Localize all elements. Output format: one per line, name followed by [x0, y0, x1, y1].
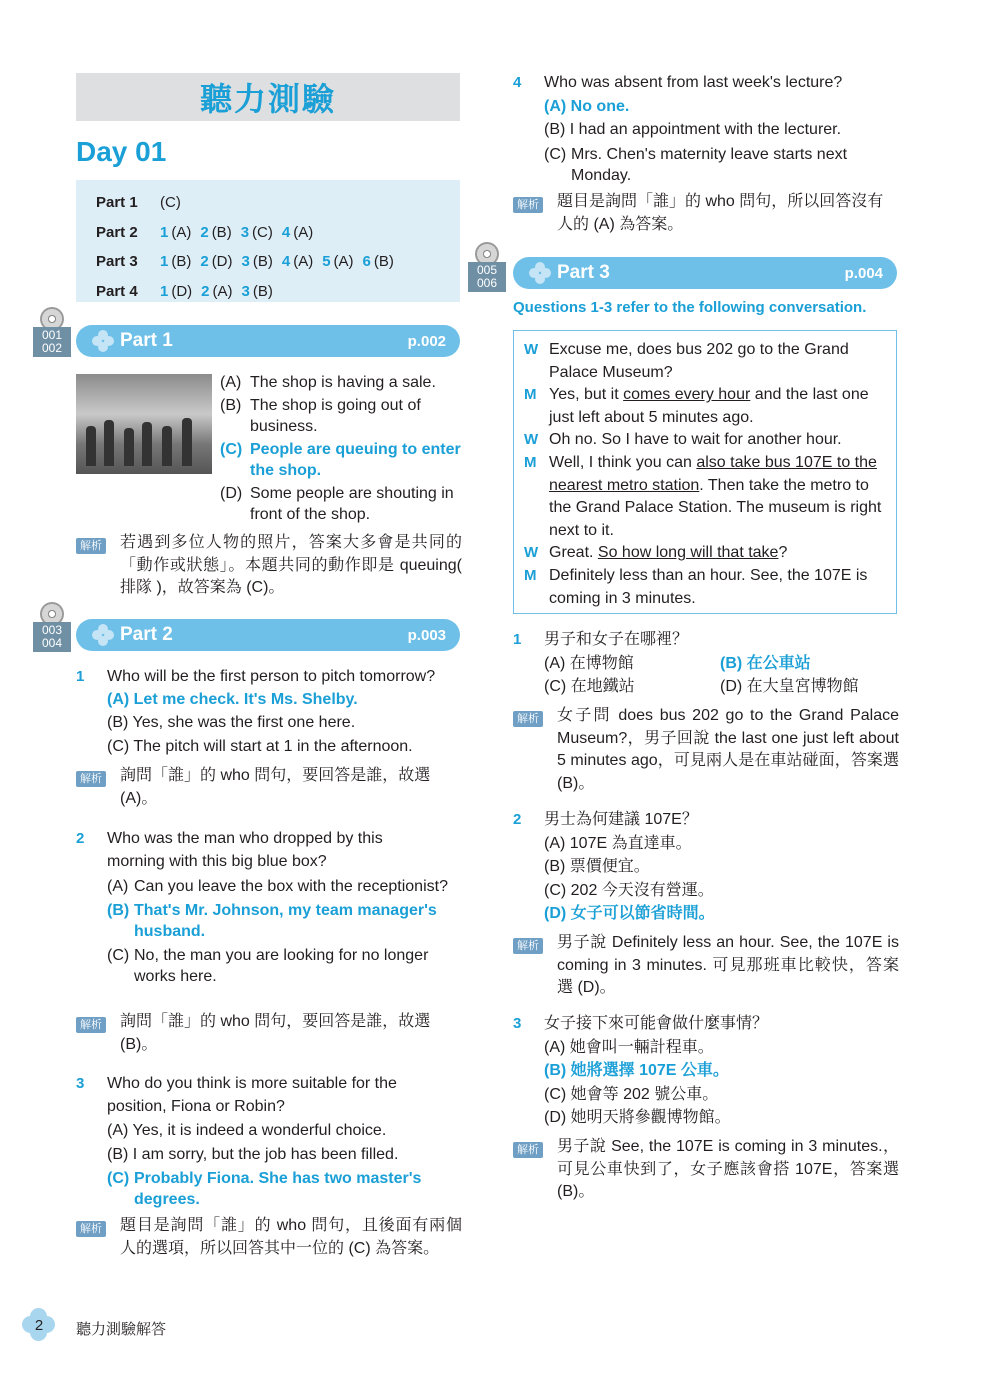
answer-item: 3 (B) — [241, 282, 273, 300]
conv-line: M Definitely less than an hour. See, the 107E is coming in 3 minutes. — [524, 566, 868, 607]
explain-badge: 解析 — [513, 1142, 543, 1158]
part1-header — [76, 325, 460, 357]
explain-badge: 解析 — [76, 538, 106, 554]
explain-badge: 解析 — [513, 197, 543, 213]
answer-key-box — [76, 180, 460, 302]
part3-q2-explanation: 解析 男子說 Definitely less an hour. See, the 107E is coming in 3 minutes. 可見那班車比較快，答案選 (D)。 — [513, 932, 899, 1000]
conversation-box — [513, 330, 897, 614]
part2-q1-explanation: 解析 詢問「誰」的 who 問句，要回答是誰，故選 (A)。 — [76, 765, 462, 810]
explain-badge: 解析 — [513, 938, 543, 954]
explain-badge: 解析 — [76, 1017, 106, 1033]
part2-header — [76, 619, 460, 651]
answer-item: 1 (D) — [160, 282, 193, 300]
explain-badge: 解析 — [513, 711, 543, 727]
track-numbers: 003 004 — [33, 622, 71, 652]
part3-q1-explanation: 解析 女子問 does bus 202 go to the Grand Palace Museum?，男子回說 the last one just left about 5 minutes ago，可見兩人是在車站碰面，答案選 (B)。 — [513, 705, 899, 795]
cd-track-icon — [33, 602, 71, 652]
part-label: Part 3 — [557, 262, 610, 283]
part2-q3-explanation: 解析 題目是詢問「誰」的 who 問句，且後面有兩個人的選項，所以回答其中一位的 (C) 為答案。 — [76, 1215, 462, 1260]
cd-track-icon — [468, 242, 506, 292]
part2-q4-explanation: 解析 題目是詢問「誰」的 who 問句，所以回答沒有人的 (A) 為答案。 — [513, 191, 899, 236]
part2-question-1: 1 Who will be the first person to pitch tomorrow? (A) Let me check. It's Ms. Shelby. (B) Yes, she was the first one here. (C) The pitch will start at 1 in the afternoon. — [76, 668, 436, 755]
part3-question-2: 2 男士為何建議 107E？ (A) 107E 為直達車。 (B) 票價便宜。 (C) 202 今天沒有營運。 (D) 女子可以節省時間。 — [513, 811, 715, 923]
page-ref: p.003 — [407, 626, 446, 644]
option-c-correct: (C) People are queuing to enter the shop. — [220, 441, 461, 479]
part3-header — [513, 257, 897, 289]
answer-item: 4 (A) — [281, 223, 314, 241]
conversation-intro: Questions 1-3 refer to the following conversation. — [513, 299, 867, 316]
answer-item: 4 (A) — [281, 253, 314, 271]
day-title: Day 01 — [76, 136, 167, 167]
flower-icon — [92, 330, 114, 352]
answer-row — [96, 188, 460, 218]
option-b: (B) The shop is going out of business. — [220, 397, 421, 435]
answer-item: 6 (B) — [362, 253, 394, 271]
footer-section: 聽力測驗解答 — [76, 1321, 167, 1338]
answer-part-label: Part 2 — [96, 223, 138, 241]
flower-icon — [92, 624, 114, 646]
track-numbers: 005 006 — [468, 262, 506, 292]
explain-badge: 解析 — [76, 771, 106, 787]
part-label: Part 1 — [120, 330, 173, 351]
answer-item: 5 (A) — [322, 253, 354, 271]
conv-line: W Excuse me, does bus 202 go to the Grand Palace Museum? — [524, 341, 849, 381]
page-ref: p.004 — [844, 264, 883, 282]
part2-question-3: 3 Who do you think is more suitable for the position, Fiona or Robin? (A) Yes, it is indeed a wonderful choice. (B) I am sorry, but the job has been filled. (C) Probably Fiona. She has two master's degrees. — [76, 1075, 422, 1209]
footer-flower-icon — [22, 1308, 56, 1342]
part3-question-1: 1 男子和女子在哪裡？ (A) 在博物館 (B) 在公車站 (C) 在地鐵站 (D) 在大皇宮博物館 — [513, 631, 859, 696]
track-numbers: 001 002 — [33, 327, 71, 357]
part2-question-2: 2 Who was the man who dropped by this morning with this big blue box? (A) Can you leave the box with the receptionist? (B) That's Mr. Johnson, my team manager's husband. (C) No, the man you are looking for no longer works here. — [76, 830, 448, 986]
answer-part-label: Part 3 — [96, 253, 138, 271]
part1-explanation: 解析 若遇到多位人物的照片，答案大多會是共同的「動作或狀態」。本題共同的動作即是 queuing( 排隊 )，故答案為 (C)。 — [76, 532, 462, 600]
part2-question-4: 4 Who was absent from last week's lecture? (A) No one. (B) I had an appointment with the lecturer. (C) Mrs. Chen's maternity leave starts next Monday. — [513, 74, 848, 184]
answer-item: 3 (B) — [241, 253, 273, 271]
answer-item: 2 (B) — [200, 223, 232, 241]
section-title-box — [76, 73, 460, 121]
conv-line: W Oh no. So I have to wait for another hour. — [524, 431, 842, 449]
answer-item: 1 (A) — [160, 223, 192, 241]
part1-options — [220, 372, 465, 525]
answer-item: 2 (D) — [200, 253, 233, 271]
answer-part-label: Part 1 — [96, 194, 138, 212]
answer-item: 1 (B) — [160, 253, 192, 271]
option-d: (D) Some people are shouting in front of the shop. — [220, 485, 454, 523]
conv-line: M Well, I think you can also take bus 107E to the nearest metro station. Then take the metro to the Grand Palace Station. The museum is right next to it. — [524, 453, 882, 539]
flower-icon — [529, 262, 551, 284]
answer-item: 2 (A) — [201, 282, 233, 300]
option-a: (A) The shop is having a sale. — [220, 374, 436, 391]
part3-q3-explanation: 解析 男子說 See, the 107E is coming in 3 minutes.，可見公車快到了，女子應該會搭 107E，答案選 (B)。 — [513, 1136, 899, 1204]
section-title: 聽力測驗 — [199, 80, 336, 118]
answer-item: 3 (C) — [240, 223, 273, 241]
page-ref: p.002 — [407, 332, 446, 350]
answer-row — [96, 277, 460, 307]
answer-row — [96, 247, 460, 277]
conv-line: M Yes, but it comes every hour and the last one just left about 5 minutes ago. — [524, 386, 869, 426]
answer-part-label: Part 4 — [96, 282, 138, 300]
cd-track-icon — [33, 307, 71, 357]
page-number: 2 — [34, 1316, 44, 1334]
explain-badge: 解析 — [76, 1221, 106, 1237]
question-photo — [76, 374, 212, 474]
part2-q2-explanation: 解析 詢問「誰」的 who 問句，要回答是誰，故選 (B)。 — [76, 1011, 462, 1056]
answer-row — [96, 218, 460, 248]
part-label: Part 2 — [120, 624, 173, 645]
answer-item: (C) — [160, 194, 181, 212]
conv-line: W Great. So how long will that take? — [524, 544, 788, 562]
part3-question-3: 3 女子接下來可能會做什麼事情？ (A) 她會叫一輛計程車。 (B) 她將選擇 107E 公車。 (C) 她會等 202 號公車。 (D) 她明天將參觀博物館。 — [513, 1015, 769, 1127]
